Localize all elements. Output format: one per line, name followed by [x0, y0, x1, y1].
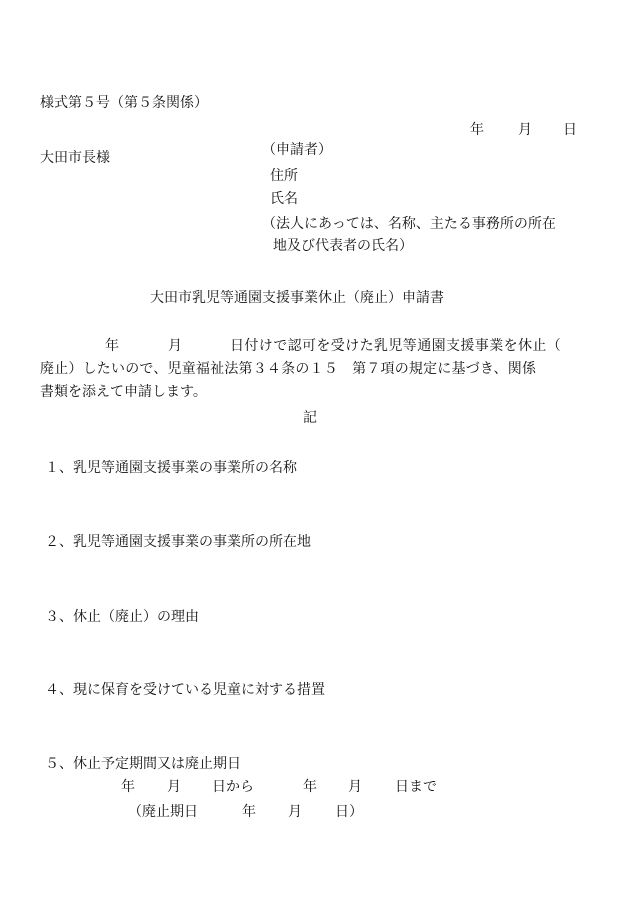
abolish-day: 日）	[335, 804, 363, 820]
ki-heading: 記	[303, 410, 317, 426]
item-2: ２、乳児等通園支援事業の事業所の所在地	[45, 534, 311, 550]
period-to-day: 日まで	[395, 779, 437, 795]
date-year: 年	[470, 122, 484, 138]
item-1: １、乳児等通園支援事業の事業所の名称	[45, 460, 297, 476]
item-3: ３、休止（廃止）の理由	[45, 609, 199, 625]
applicant-note-line2: 地及び代表者の氏名）	[273, 238, 413, 254]
date-day: 日	[563, 122, 577, 138]
date-month: 月	[518, 122, 532, 138]
body-line3: 書類を添えて申請します。	[40, 384, 207, 400]
document-title: 大田市乳児等通園支援事業休止（廃止）申請書	[150, 290, 444, 306]
applicant-name-label: 氏名	[270, 191, 298, 207]
period-from-day: 日から	[212, 779, 254, 795]
item-5: ５、休止予定期間又は廃止期日	[45, 756, 241, 772]
abolish-year: 年	[242, 804, 256, 820]
period-to-month: 月	[348, 779, 362, 795]
body-month: 月	[168, 338, 182, 354]
abolish-month: 月	[288, 804, 302, 820]
form-number: 様式第５号（第５条関係）	[40, 95, 208, 111]
period-from-month: 月	[167, 779, 181, 795]
period-to-year: 年	[303, 779, 317, 795]
period-from-year: 年	[121, 779, 135, 795]
applicant-note-line1: （法人にあっては、名称、主たる事務所の所在	[262, 216, 556, 232]
body-line2: 廃止）したいので、児童福祉法第３４条の１５ 第７項の規定に基づき、関係	[40, 361, 537, 377]
addressee: 大田市長様	[40, 150, 110, 166]
applicant-label: （申請者）	[262, 142, 332, 158]
applicant-address-label: 住所	[270, 168, 298, 184]
item-4: ４、現に保育を受けている児童に対する措置	[45, 682, 325, 698]
abolish-label: （廃止期日	[128, 804, 198, 820]
body-year: 年	[105, 338, 119, 354]
body-line1: 日付けで認可を受けた乳児等通園支援事業を休止（	[230, 338, 562, 354]
